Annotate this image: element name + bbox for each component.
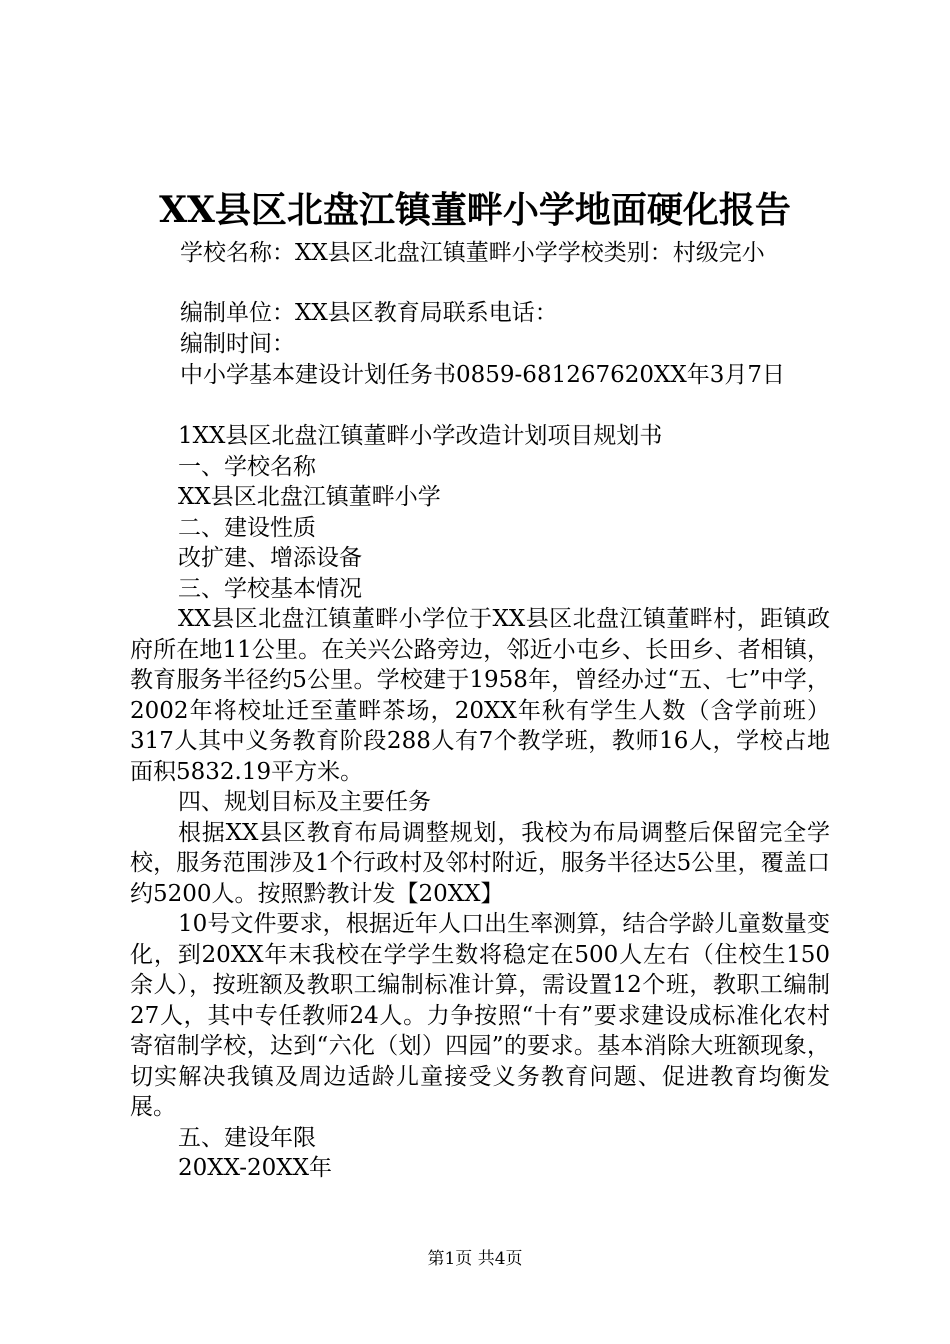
school-overview-paragraph: XX县区北盘江镇董畔小学位于XX县区北盘江镇董畔村，距镇政府所在地11公里。在关兴公路旁边，邻近小屯乡、长田乡、者相镇，教育服务半径约5公里。学校建于1958年，曾经办过“五、七”中学，2002年将校址迁至董畔茶场，20XX年秋有学生人数（含学前班）317人其中义务教育阶段288人有7个教学班，教师16人，学校占地面积5832.19平方米。 bbox=[130, 606, 830, 785]
section-text-1: XX县区北盘江镇董畔小学 bbox=[178, 484, 441, 510]
compiling-unit-line: 编制单位：XX县区教育局联系电话： bbox=[180, 300, 558, 326]
section-heading-3: 三、学校基本情况 bbox=[178, 575, 362, 602]
document-body bbox=[130, 421, 830, 1184]
page-footer: 第1页 共4页 bbox=[427, 1249, 523, 1269]
planning-goal-paragraph: 根据XX县区教育布局调整规划，我校为布局调整后保留完全学校，服务范围涉及1个行政村及邻村附近，服务半径达5公里，覆盖口约5200人。按照黔教计发【20XX】 bbox=[130, 819, 830, 907]
compiling-time-line: 编制时间： bbox=[180, 331, 295, 357]
section-text-2: 改扩建、增添设备 bbox=[178, 545, 362, 571]
task-book-line: 中小学基本建设计划任务书0859-681267620XX年3月7日 bbox=[180, 362, 786, 388]
section-heading-4: 四、规划目标及主要任务 bbox=[178, 789, 431, 815]
plan-title: 1XX县区北盘江镇董畔小学改造计划项目规划书 bbox=[178, 423, 663, 449]
section-text-5: 20XX-20XX年 bbox=[178, 1155, 332, 1181]
section-heading-5: 五、建设年限 bbox=[178, 1124, 316, 1151]
school-name-line: 学校名称：XX县区北盘江镇董畔小学学校类别：村级完小 bbox=[180, 240, 765, 266]
planning-detail-paragraph: 10号文件要求，根据近年人口出生率测算，结合学龄儿童数量变化，到20XX年末我校在学学生数将稳定在500人左右（住校生150余人），按班额及教职工编制标准计算，需设置12个班，教职工编制27人，其中专任教师24人。力争按照“十有”要求建设成标准化农村寄宿制学校，达到“六化（划）四园”的要求。基本消除大班额现象，切实解决我镇及周边适龄儿童接受义务教育问题、促进教育均衡发展。 bbox=[130, 911, 830, 1120]
section-heading-2: 二、建设性质 bbox=[178, 514, 316, 541]
document-title: XX县区北盘江镇董畔小学地面硬化报告 bbox=[159, 189, 791, 231]
section-heading-1: 一、学校名称 bbox=[178, 453, 316, 480]
